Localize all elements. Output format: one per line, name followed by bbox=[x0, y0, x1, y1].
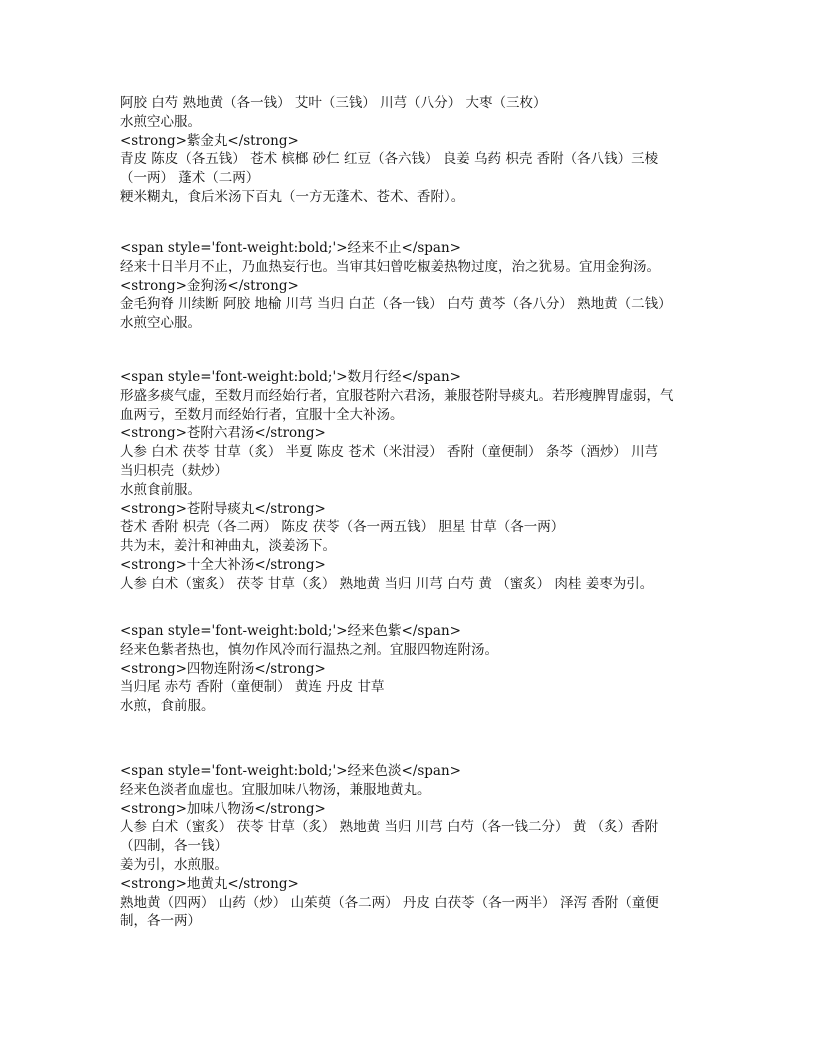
text-line: 共为末，姜汁和神曲丸，淡姜汤下。 bbox=[120, 538, 336, 555]
text-line: 形盛多痰气虚，至数月而经始行者，宜服苍附六君汤，兼服苍附导痰丸。若形瘦脾胃虚弱，气 bbox=[120, 387, 674, 404]
text-line: 粳米糊丸，食后米汤下百丸（一方无蓬术、苍术、香附）。 bbox=[120, 188, 465, 205]
section-heading-markup: <strong>加味八物汤</strong> bbox=[120, 800, 326, 817]
section-heading-markup: <strong>苍附六君汤</strong> bbox=[120, 425, 326, 442]
text-line: 金毛狗脊 川续断 阿胶 地榆 川芎 当归 白芷（各一钱） 白芍 黄芩（各八分） 熟地黄（二钱） bbox=[120, 296, 672, 313]
section-heading-markup: <strong>金狗汤</strong> bbox=[120, 277, 299, 294]
text-line: 经来色淡者血虚也。宜服加味八物汤，兼服地黄丸。 bbox=[120, 781, 431, 798]
text-line: 苍术 香附 枳壳（各二两） 陈皮 茯苓（各一两五钱） 胆星 甘草（各一两） bbox=[120, 519, 565, 536]
section-heading-markup: <span style='font-weight:bold;'>经来色紫</span> bbox=[120, 623, 461, 639]
text-line: 青皮 陈皮（各五钱） 苍术 槟榔 砂仁 红豆（各六钱） 良姜 乌药 枳壳 香附（各八钱）三棱 bbox=[120, 151, 659, 168]
section-heading-markup: <strong>地黄丸</strong> bbox=[120, 875, 299, 892]
section-heading-markup: <strong>紫金丸</strong> bbox=[120, 132, 299, 149]
document-section bbox=[120, 94, 710, 207]
text-line: 人参 白术（蜜炙） 茯苓 甘草（炙） 熟地黄 当归 川芎 白芍 黄 （蜜炙） 肉桂 姜枣为引。 bbox=[120, 575, 654, 592]
document-section bbox=[120, 762, 710, 931]
text-line: 经来十日半月不止，乃血热妄行也。当审其妇曾吃椒姜热物过度，治之犹易。宜用金狗汤。 bbox=[120, 258, 660, 275]
text-line: 人参 白术 茯苓 甘草（炙） 半夏 陈皮 苍术（米泔浸） 香附（童便制） 条芩（酒炒） 川芎 bbox=[120, 444, 659, 461]
text-line: 制，各一两） bbox=[120, 913, 201, 930]
section-heading-markup: <strong>十全大补汤</strong> bbox=[120, 556, 326, 573]
section-heading-markup: <strong>四物连附汤</strong> bbox=[120, 660, 326, 677]
document-section bbox=[120, 239, 710, 333]
text-line: 熟地黄（四两） 山药（炒） 山茱萸（各二两） 丹皮 白茯苓（各一两半） 泽泻 香附（童便 bbox=[120, 894, 659, 911]
text-line: 姜为引，水煎服。 bbox=[120, 856, 228, 873]
text-line: 当归枳壳（麸炒） bbox=[120, 462, 228, 479]
section-heading-markup: <span style='font-weight:bold;'>经来不止</span> bbox=[120, 240, 461, 256]
text-line: 水煎食前服。 bbox=[120, 481, 201, 498]
text-line: 血两亏，至数月而经始行者，宜服十全大补汤。 bbox=[120, 406, 404, 423]
text-line: （四制，各一钱） bbox=[120, 838, 228, 855]
text-line: 水煎空心服。 bbox=[120, 315, 201, 332]
text-line: （一两） 蓬术（二两） bbox=[120, 170, 260, 187]
text-line: 水煎，食前服。 bbox=[120, 698, 215, 715]
text-line: 当归尾 赤芍 香附（童便制） 黄连 丹皮 甘草 bbox=[120, 679, 385, 696]
text-line: 人参 白术（蜜炙） 茯苓 甘草（炙） 熟地黄 当归 川芎 白芍（各一钱二分） 黄 （炙）香附 bbox=[120, 819, 659, 836]
text-line: 水煎空心服。 bbox=[120, 113, 201, 130]
text-line: 阿胶 白芍 熟地黄（各一钱） 艾叶（三钱） 川芎（八分） 大枣（三枚） bbox=[120, 95, 547, 111]
section-heading-markup: <span style='font-weight:bold;'>数月行经</span> bbox=[120, 369, 461, 385]
document-section bbox=[120, 622, 710, 716]
document-section bbox=[120, 368, 710, 594]
section-heading-markup: <strong>苍附导痰丸</strong> bbox=[120, 500, 326, 517]
section-heading-markup: <span style='font-weight:bold;'>经来色淡</span> bbox=[120, 763, 461, 779]
text-line: 经来色紫者热也，慎勿作风冷而行温热之剂。宜服四物连附汤。 bbox=[120, 641, 498, 658]
